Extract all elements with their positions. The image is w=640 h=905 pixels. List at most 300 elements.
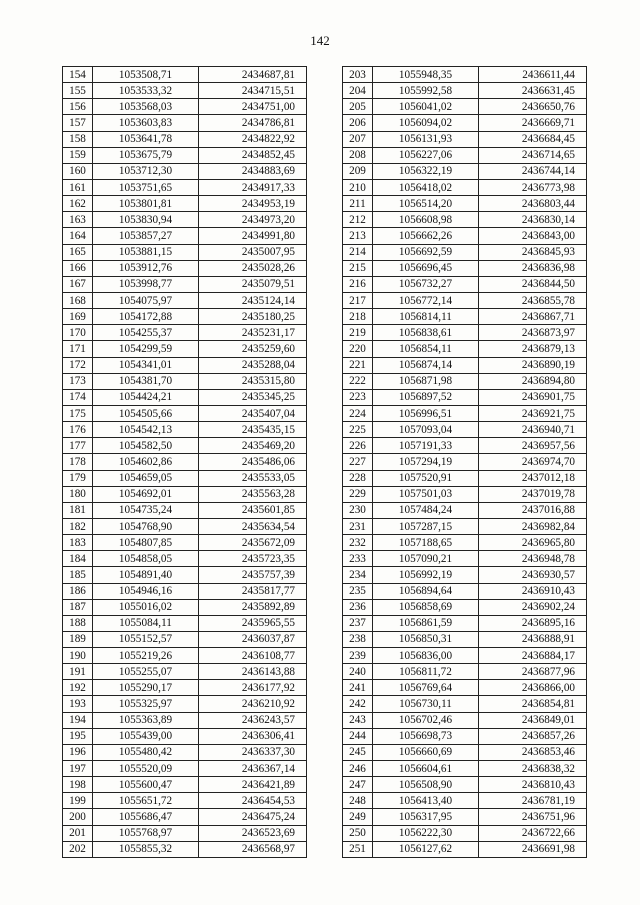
y-coordinate-cell: 2436948,78 <box>479 551 587 567</box>
table-row <box>63 454 307 470</box>
table-row <box>343 712 587 728</box>
point-number-cell: 183 <box>63 535 93 551</box>
x-coordinate-cell: 1054381,70 <box>93 373 199 389</box>
table-row <box>343 163 587 179</box>
point-number-cell: 195 <box>63 728 93 744</box>
page-number: 142 <box>310 33 330 48</box>
y-coordinate-cell: 2436910,43 <box>479 583 587 599</box>
y-coordinate-cell: 2436867,71 <box>479 309 587 325</box>
y-coordinate-cell: 2436751,96 <box>479 809 587 825</box>
x-coordinate-cell: 1056322,19 <box>373 163 479 179</box>
y-coordinate-cell: 2436830,14 <box>479 212 587 228</box>
point-number-cell: 250 <box>343 825 373 841</box>
point-number-cell: 217 <box>343 292 373 308</box>
point-number-cell: 212 <box>343 212 373 228</box>
table-row <box>63 599 307 615</box>
y-coordinate-cell: 2436475,24 <box>199 809 307 825</box>
point-number-cell: 220 <box>343 341 373 357</box>
table-row <box>343 405 587 421</box>
y-coordinate-cell: 2436744,14 <box>479 163 587 179</box>
y-coordinate-cell: 2436845,93 <box>479 244 587 260</box>
table-row <box>343 389 587 405</box>
x-coordinate-cell: 1057188,65 <box>373 535 479 551</box>
point-number-cell: 160 <box>63 163 93 179</box>
y-coordinate-cell: 2436982,84 <box>479 518 587 534</box>
table-row <box>343 583 587 599</box>
point-number-cell: 251 <box>343 841 373 857</box>
table-row <box>343 438 587 454</box>
point-number-cell: 157 <box>63 115 93 131</box>
point-number-cell: 155 <box>63 83 93 99</box>
point-number-cell: 199 <box>63 793 93 809</box>
y-coordinate-cell: 2436773,98 <box>479 179 587 195</box>
point-number-cell: 184 <box>63 551 93 567</box>
table-row <box>63 648 307 664</box>
point-number-cell: 234 <box>343 567 373 583</box>
point-number-cell: 185 <box>63 567 93 583</box>
x-coordinate-cell: 1056094,02 <box>373 115 479 131</box>
point-number-cell: 241 <box>343 680 373 696</box>
y-coordinate-cell: 2435965,55 <box>199 615 307 631</box>
x-coordinate-cell: 1056127,62 <box>373 841 479 857</box>
point-number-cell: 179 <box>63 470 93 486</box>
table-row <box>343 99 587 115</box>
y-coordinate-cell: 2434917,33 <box>199 179 307 195</box>
y-coordinate-cell: 2435757,39 <box>199 567 307 583</box>
table-row <box>63 744 307 760</box>
table-row <box>343 744 587 760</box>
y-coordinate-cell: 2434786,81 <box>199 115 307 131</box>
x-coordinate-cell: 1054659,05 <box>93 470 199 486</box>
y-coordinate-cell: 2436873,97 <box>479 325 587 341</box>
y-coordinate-cell: 2436940,71 <box>479 422 587 438</box>
x-coordinate-cell: 1055600,47 <box>93 777 199 793</box>
point-number-cell: 159 <box>63 147 93 163</box>
point-number-cell: 207 <box>343 131 373 147</box>
y-coordinate-cell: 2434822,92 <box>199 131 307 147</box>
x-coordinate-cell: 1053675,79 <box>93 147 199 163</box>
table-row <box>63 228 307 244</box>
x-coordinate-cell: 1055290,17 <box>93 680 199 696</box>
table-row <box>63 357 307 373</box>
coordinates-table-left <box>62 66 307 858</box>
y-coordinate-cell: 2436855,78 <box>479 292 587 308</box>
y-coordinate-cell: 2436781,19 <box>479 793 587 809</box>
point-number-cell: 244 <box>343 728 373 744</box>
point-number-cell: 177 <box>63 438 93 454</box>
table-row <box>63 163 307 179</box>
x-coordinate-cell: 1054692,01 <box>93 486 199 502</box>
x-coordinate-cell: 1053998,77 <box>93 276 199 292</box>
x-coordinate-cell: 1056814,11 <box>373 309 479 325</box>
table-row <box>343 244 587 260</box>
y-coordinate-cell: 2435315,80 <box>199 373 307 389</box>
point-number-cell: 218 <box>343 309 373 325</box>
y-coordinate-cell: 2435407,04 <box>199 405 307 421</box>
table-row <box>343 841 587 857</box>
table-row <box>343 680 587 696</box>
x-coordinate-cell: 1056811,72 <box>373 664 479 680</box>
x-coordinate-cell: 1056413,40 <box>373 793 479 809</box>
table-row <box>343 212 587 228</box>
y-coordinate-cell: 2434973,20 <box>199 212 307 228</box>
x-coordinate-cell: 1056514,20 <box>373 196 479 212</box>
x-coordinate-cell: 1055219,26 <box>93 648 199 664</box>
point-number-cell: 227 <box>343 454 373 470</box>
point-number-cell: 243 <box>343 712 373 728</box>
point-number-cell: 204 <box>343 83 373 99</box>
point-number-cell: 168 <box>63 292 93 308</box>
point-number-cell: 154 <box>63 67 93 83</box>
x-coordinate-cell: 1054172,88 <box>93 309 199 325</box>
y-coordinate-cell: 2434715,51 <box>199 83 307 99</box>
y-coordinate-cell: 2436836,98 <box>479 260 587 276</box>
y-coordinate-cell: 2435892,89 <box>199 599 307 615</box>
x-coordinate-cell: 1056894,64 <box>373 583 479 599</box>
y-coordinate-cell: 2436568,97 <box>199 841 307 857</box>
x-coordinate-cell: 1054768,90 <box>93 518 199 534</box>
y-coordinate-cell: 2436108,77 <box>199 648 307 664</box>
y-coordinate-cell: 2436965,80 <box>479 535 587 551</box>
table-row <box>343 535 587 551</box>
table-row <box>343 567 587 583</box>
point-number-cell: 196 <box>63 744 93 760</box>
table-row <box>63 438 307 454</box>
x-coordinate-cell: 1056696,45 <box>373 260 479 276</box>
y-coordinate-cell: 2435601,85 <box>199 502 307 518</box>
x-coordinate-cell: 1054255,37 <box>93 325 199 341</box>
point-number-cell: 188 <box>63 615 93 631</box>
y-coordinate-cell: 2436454,53 <box>199 793 307 809</box>
table-row <box>63 486 307 502</box>
x-coordinate-cell: 1054075,97 <box>93 292 199 308</box>
x-coordinate-cell: 1054807,85 <box>93 535 199 551</box>
point-number-cell: 164 <box>63 228 93 244</box>
point-number-cell: 166 <box>63 260 93 276</box>
y-coordinate-cell: 2435231,17 <box>199 325 307 341</box>
y-coordinate-cell: 2436810,43 <box>479 777 587 793</box>
y-coordinate-cell: 2434883,69 <box>199 163 307 179</box>
x-coordinate-cell: 1053603,83 <box>93 115 199 131</box>
y-coordinate-cell: 2436853,46 <box>479 744 587 760</box>
x-coordinate-cell: 1053751,65 <box>93 179 199 195</box>
y-coordinate-cell: 2435259,60 <box>199 341 307 357</box>
x-coordinate-cell: 1054299,59 <box>93 341 199 357</box>
x-coordinate-cell: 1056227,06 <box>373 147 479 163</box>
point-number-cell: 156 <box>63 99 93 115</box>
y-coordinate-cell: 2435079,51 <box>199 276 307 292</box>
point-number-cell: 209 <box>343 163 373 179</box>
x-coordinate-cell: 1056992,19 <box>373 567 479 583</box>
y-coordinate-cell: 2436930,57 <box>479 567 587 583</box>
table-row <box>343 470 587 486</box>
y-coordinate-cell: 2436854,81 <box>479 696 587 712</box>
x-coordinate-cell: 1056732,27 <box>373 276 479 292</box>
table-row <box>343 777 587 793</box>
point-number-cell: 205 <box>343 99 373 115</box>
table-row <box>63 841 307 857</box>
x-coordinate-cell: 1056660,69 <box>373 744 479 760</box>
point-number-cell: 174 <box>63 389 93 405</box>
x-coordinate-cell: 1056871,98 <box>373 373 479 389</box>
y-coordinate-cell: 2436722,66 <box>479 825 587 841</box>
x-coordinate-cell: 1057093,04 <box>373 422 479 438</box>
table-row <box>343 147 587 163</box>
y-coordinate-cell: 2435180,25 <box>199 309 307 325</box>
point-number-cell: 165 <box>63 244 93 260</box>
x-coordinate-cell: 1054582,50 <box>93 438 199 454</box>
y-coordinate-cell: 2435486,06 <box>199 454 307 470</box>
x-coordinate-cell: 1056692,59 <box>373 244 479 260</box>
y-coordinate-cell: 2436866,00 <box>479 680 587 696</box>
point-number-cell: 213 <box>343 228 373 244</box>
table-row <box>343 615 587 631</box>
point-number-cell: 172 <box>63 357 93 373</box>
x-coordinate-cell: 1057501,03 <box>373 486 479 502</box>
table-row <box>343 373 587 389</box>
point-number-cell: 176 <box>63 422 93 438</box>
y-coordinate-cell: 2435723,35 <box>199 551 307 567</box>
x-coordinate-cell: 1055016,02 <box>93 599 199 615</box>
point-number-cell: 235 <box>343 583 373 599</box>
point-number-cell: 222 <box>343 373 373 389</box>
table-row <box>63 583 307 599</box>
table-row <box>63 680 307 696</box>
y-coordinate-cell: 2436684,45 <box>479 131 587 147</box>
table-row <box>343 276 587 292</box>
table-row <box>343 502 587 518</box>
point-number-cell: 223 <box>343 389 373 405</box>
table-row <box>343 341 587 357</box>
x-coordinate-cell: 1055439,00 <box>93 728 199 744</box>
point-number-cell: 240 <box>343 664 373 680</box>
table-row <box>63 615 307 631</box>
x-coordinate-cell: 1055084,11 <box>93 615 199 631</box>
x-coordinate-cell: 1053857,27 <box>93 228 199 244</box>
y-coordinate-cell: 2436843,00 <box>479 228 587 244</box>
y-coordinate-cell: 2436650,76 <box>479 99 587 115</box>
point-number-cell: 175 <box>63 405 93 421</box>
y-coordinate-cell: 2436523,69 <box>199 825 307 841</box>
x-coordinate-cell: 1053712,30 <box>93 163 199 179</box>
table-row <box>343 648 587 664</box>
x-coordinate-cell: 1054602,86 <box>93 454 199 470</box>
table-row <box>343 292 587 308</box>
point-number-cell: 225 <box>343 422 373 438</box>
x-coordinate-cell: 1056861,59 <box>373 615 479 631</box>
y-coordinate-cell: 2437019,78 <box>479 486 587 502</box>
point-number-cell: 162 <box>63 196 93 212</box>
point-number-cell: 203 <box>343 67 373 83</box>
x-coordinate-cell: 1053568,03 <box>93 99 199 115</box>
x-coordinate-cell: 1054505,66 <box>93 405 199 421</box>
y-coordinate-cell: 2436879,13 <box>479 341 587 357</box>
table-row <box>63 244 307 260</box>
point-number-cell: 186 <box>63 583 93 599</box>
x-coordinate-cell: 1053508,71 <box>93 67 199 83</box>
point-number-cell: 237 <box>343 615 373 631</box>
table-row <box>343 664 587 680</box>
point-number-cell: 200 <box>63 809 93 825</box>
y-coordinate-cell: 2436884,17 <box>479 648 587 664</box>
table-row <box>343 422 587 438</box>
table-row <box>63 809 307 825</box>
table-row <box>63 83 307 99</box>
x-coordinate-cell: 1056662,26 <box>373 228 479 244</box>
x-coordinate-cell: 1057287,15 <box>373 518 479 534</box>
table-row <box>343 793 587 809</box>
x-coordinate-cell: 1053641,78 <box>93 131 199 147</box>
point-number-cell: 221 <box>343 357 373 373</box>
x-coordinate-cell: 1056702,46 <box>373 712 479 728</box>
x-coordinate-cell: 1053912,76 <box>93 260 199 276</box>
point-number-cell: 248 <box>343 793 373 809</box>
y-coordinate-cell: 2436895,16 <box>479 615 587 631</box>
x-coordinate-cell: 1056874,14 <box>373 357 479 373</box>
table-row <box>343 179 587 195</box>
x-coordinate-cell: 1056854,11 <box>373 341 479 357</box>
point-number-cell: 194 <box>63 712 93 728</box>
table-row <box>343 728 587 744</box>
table-row <box>63 373 307 389</box>
table-row <box>343 67 587 83</box>
x-coordinate-cell: 1055255,07 <box>93 664 199 680</box>
table-row <box>63 761 307 777</box>
table-row <box>63 793 307 809</box>
point-number-cell: 214 <box>343 244 373 260</box>
point-number-cell: 236 <box>343 599 373 615</box>
table-row <box>63 99 307 115</box>
table-row <box>63 712 307 728</box>
table-row <box>343 131 587 147</box>
x-coordinate-cell: 1055325,97 <box>93 696 199 712</box>
x-coordinate-cell: 1056858,69 <box>373 599 479 615</box>
x-coordinate-cell: 1056730,11 <box>373 696 479 712</box>
y-coordinate-cell: 2434953,19 <box>199 196 307 212</box>
x-coordinate-cell: 1056222,30 <box>373 825 479 841</box>
table-row <box>343 486 587 502</box>
x-coordinate-cell: 1055992,58 <box>373 83 479 99</box>
point-number-cell: 219 <box>343 325 373 341</box>
x-coordinate-cell: 1054341,01 <box>93 357 199 373</box>
x-coordinate-cell: 1054542,13 <box>93 422 199 438</box>
table-row <box>343 83 587 99</box>
point-number-cell: 193 <box>63 696 93 712</box>
point-number-cell: 163 <box>63 212 93 228</box>
point-number-cell: 170 <box>63 325 93 341</box>
table-row <box>63 777 307 793</box>
table-row <box>63 325 307 341</box>
point-number-cell: 246 <box>343 761 373 777</box>
table-row <box>63 292 307 308</box>
table-row <box>63 502 307 518</box>
x-coordinate-cell: 1055480,42 <box>93 744 199 760</box>
table-row <box>343 309 587 325</box>
point-number-cell: 216 <box>343 276 373 292</box>
y-coordinate-cell: 2436714,65 <box>479 147 587 163</box>
x-coordinate-cell: 1056836,00 <box>373 648 479 664</box>
y-coordinate-cell: 2436631,45 <box>479 83 587 99</box>
x-coordinate-cell: 1056698,73 <box>373 728 479 744</box>
y-coordinate-cell: 2436143,88 <box>199 664 307 680</box>
x-coordinate-cell: 1054891,40 <box>93 567 199 583</box>
table-row <box>63 179 307 195</box>
y-coordinate-cell: 2436974,70 <box>479 454 587 470</box>
x-coordinate-cell: 1054858,05 <box>93 551 199 567</box>
point-number-cell: 187 <box>63 599 93 615</box>
table-row <box>63 696 307 712</box>
table-row <box>343 115 587 131</box>
point-number-cell: 171 <box>63 341 93 357</box>
point-number-cell: 197 <box>63 761 93 777</box>
y-coordinate-cell: 2436844,50 <box>479 276 587 292</box>
table-row <box>343 809 587 825</box>
table-row <box>343 696 587 712</box>
x-coordinate-cell: 1056317,95 <box>373 809 479 825</box>
x-coordinate-cell: 1057484,24 <box>373 502 479 518</box>
point-number-cell: 230 <box>343 502 373 518</box>
table-row <box>63 309 307 325</box>
table-row <box>63 341 307 357</box>
point-number-cell: 215 <box>343 260 373 276</box>
table-row <box>63 405 307 421</box>
table-row <box>63 212 307 228</box>
y-coordinate-cell: 2435345,25 <box>199 389 307 405</box>
x-coordinate-cell: 1055855,32 <box>93 841 199 857</box>
point-number-cell: 182 <box>63 518 93 534</box>
point-number-cell: 201 <box>63 825 93 841</box>
table-row <box>63 551 307 567</box>
x-coordinate-cell: 1054424,21 <box>93 389 199 405</box>
y-coordinate-cell: 2436902,24 <box>479 599 587 615</box>
y-coordinate-cell: 2435288,04 <box>199 357 307 373</box>
x-coordinate-cell: 1055651,72 <box>93 793 199 809</box>
point-number-cell: 242 <box>343 696 373 712</box>
x-coordinate-cell: 1056418,02 <box>373 179 479 195</box>
x-coordinate-cell: 1056131,93 <box>373 131 479 147</box>
y-coordinate-cell: 2436177,92 <box>199 680 307 696</box>
y-coordinate-cell: 2436890,19 <box>479 357 587 373</box>
y-coordinate-cell: 2436669,71 <box>479 115 587 131</box>
point-number-cell: 208 <box>343 147 373 163</box>
y-coordinate-cell: 2435124,14 <box>199 292 307 308</box>
point-number-cell: 210 <box>343 179 373 195</box>
table-row <box>343 518 587 534</box>
table-row <box>63 567 307 583</box>
x-coordinate-cell: 1053881,15 <box>93 244 199 260</box>
x-coordinate-cell: 1056772,14 <box>373 292 479 308</box>
table-row <box>63 631 307 647</box>
point-number-cell: 226 <box>343 438 373 454</box>
table-row <box>343 228 587 244</box>
y-coordinate-cell: 2436894,80 <box>479 373 587 389</box>
table-row <box>63 389 307 405</box>
y-coordinate-cell: 2436421,89 <box>199 777 307 793</box>
y-coordinate-cell: 2436210,92 <box>199 696 307 712</box>
y-coordinate-cell: 2436243,57 <box>199 712 307 728</box>
y-coordinate-cell: 2435817,77 <box>199 583 307 599</box>
table-row <box>343 325 587 341</box>
coordinates-table-right <box>342 66 587 858</box>
y-coordinate-cell: 2436857,26 <box>479 728 587 744</box>
table-row <box>63 825 307 841</box>
y-coordinate-cell: 2436849,01 <box>479 712 587 728</box>
table-row <box>343 454 587 470</box>
x-coordinate-cell: 1055363,89 <box>93 712 199 728</box>
y-coordinate-cell: 2436901,75 <box>479 389 587 405</box>
y-coordinate-cell: 2436611,44 <box>479 67 587 83</box>
y-coordinate-cell: 2436306,41 <box>199 728 307 744</box>
